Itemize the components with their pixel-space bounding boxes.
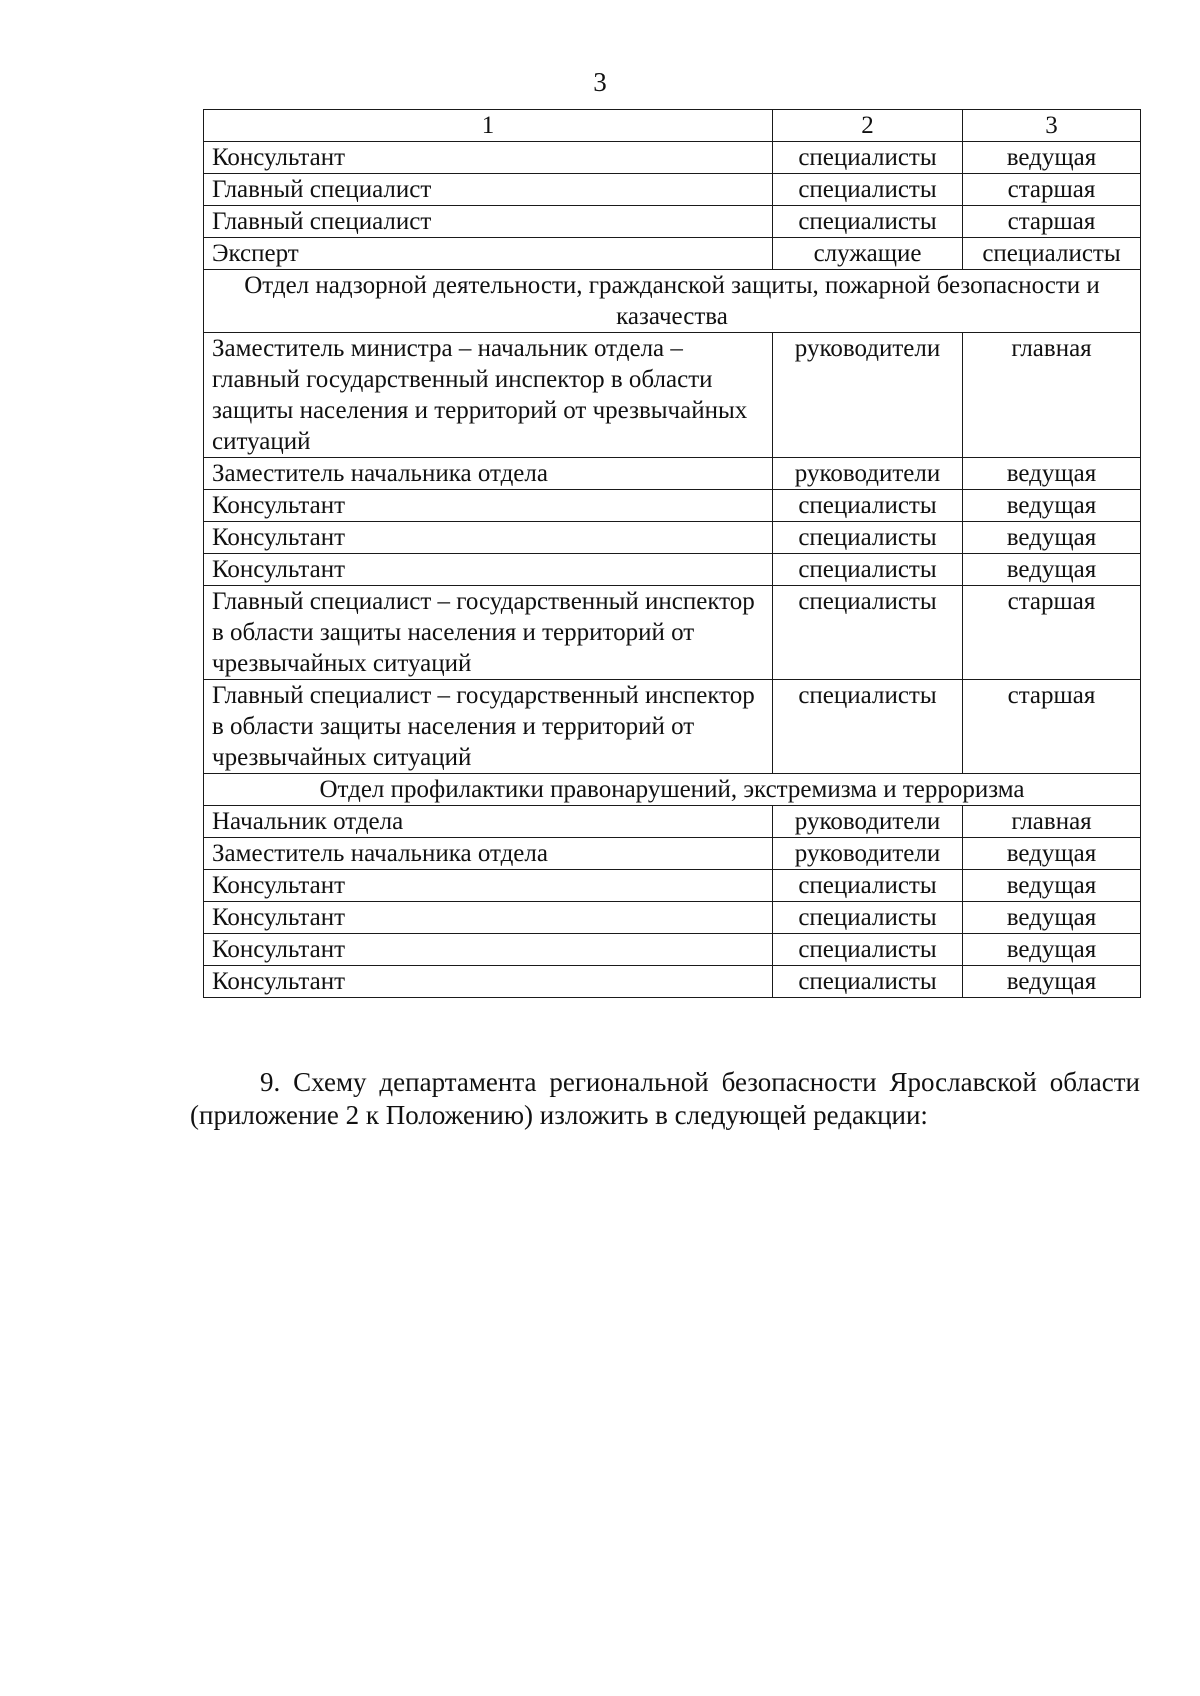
category-cell: главная <box>963 333 1141 458</box>
position-cell: Заместитель начальника отдела <box>204 458 773 490</box>
category-cell: ведущая <box>963 142 1141 174</box>
category-cell: ведущая <box>963 934 1141 966</box>
group-cell: специалисты <box>773 490 963 522</box>
group-cell: руководители <box>773 333 963 458</box>
group-cell: специалисты <box>773 934 963 966</box>
header-cell-col3: 3 <box>963 110 1141 142</box>
table-row <box>204 522 1141 554</box>
position-cell: Консультант <box>204 522 773 554</box>
position-cell: Заместитель начальника отдела <box>204 838 773 870</box>
position-cell: Главный специалист <box>204 174 773 206</box>
group-cell: служащие <box>773 238 963 270</box>
group-cell: руководители <box>773 806 963 838</box>
page-number: 3 <box>593 67 607 97</box>
position-cell: Главный специалист – государственный инспектор в области защиты населения и территорий от чрезвычайных ситуаций <box>204 680 773 774</box>
table-row <box>204 680 1141 774</box>
table-row <box>204 806 1141 838</box>
table-row <box>204 966 1141 998</box>
table-row <box>204 174 1141 206</box>
category-cell: ведущая <box>963 490 1141 522</box>
position-cell: Начальник отдела <box>204 806 773 838</box>
department-section-title: Отдел надзорной деятельности, гражданской защиты, пожарной безопасности и казачества <box>204 270 1141 333</box>
position-cell: Консультант <box>204 934 773 966</box>
paragraph-item-9: 9. Схему департамента региональной безопасности Ярославской области (приложение 2 к Положению) изложить в следующей редакции: <box>190 1067 1140 1130</box>
table-row <box>204 490 1141 522</box>
table-row <box>204 333 1141 458</box>
group-cell: специалисты <box>773 206 963 238</box>
group-cell: руководители <box>773 838 963 870</box>
group-cell: специалисты <box>773 680 963 774</box>
position-cell: Консультант <box>204 490 773 522</box>
position-cell: Консультант <box>204 966 773 998</box>
category-cell: главная <box>963 806 1141 838</box>
table-row <box>204 206 1141 238</box>
group-cell: специалисты <box>773 586 963 680</box>
group-cell: специалисты <box>773 870 963 902</box>
department-section-title: Отдел профилактики правонарушений, экстремизма и терроризма <box>204 774 1141 806</box>
section-header-row <box>204 774 1141 806</box>
group-cell: специалисты <box>773 554 963 586</box>
position-cell: Консультант <box>204 142 773 174</box>
group-cell: специалисты <box>773 966 963 998</box>
category-cell: ведущая <box>963 458 1141 490</box>
category-cell: ведущая <box>963 966 1141 998</box>
table-row <box>204 238 1141 270</box>
table-header-row <box>204 110 1141 142</box>
category-cell: старшая <box>963 206 1141 238</box>
group-cell: руководители <box>773 458 963 490</box>
group-cell: специалисты <box>773 522 963 554</box>
table-row <box>204 870 1141 902</box>
group-cell: специалисты <box>773 174 963 206</box>
group-cell: специалисты <box>773 142 963 174</box>
table-row <box>204 838 1141 870</box>
table-row <box>204 934 1141 966</box>
table-row <box>204 586 1141 680</box>
category-cell: ведущая <box>963 870 1141 902</box>
staff-positions-table <box>203 109 1141 998</box>
table-row <box>204 554 1141 586</box>
position-cell: Главный специалист <box>204 206 773 238</box>
position-cell: Консультант <box>204 554 773 586</box>
category-cell: старшая <box>963 174 1141 206</box>
table-row <box>204 458 1141 490</box>
table-row <box>204 902 1141 934</box>
category-cell: ведущая <box>963 522 1141 554</box>
category-cell: старшая <box>963 586 1141 680</box>
category-cell: специалисты <box>963 238 1141 270</box>
header-cell-col2: 2 <box>773 110 963 142</box>
category-cell: ведущая <box>963 554 1141 586</box>
category-cell: старшая <box>963 680 1141 774</box>
position-cell: Главный специалист – государственный инспектор в области защиты населения и территорий от чрезвычайных ситуаций <box>204 586 773 680</box>
position-cell: Консультант <box>204 870 773 902</box>
header-cell-col1: 1 <box>204 110 773 142</box>
position-cell: Заместитель министра – начальник отдела – главный государственный инспектор в области защиты населения и территорий от чрезвычайных ситуаций <box>204 333 773 458</box>
category-cell: ведущая <box>963 838 1141 870</box>
table-row <box>204 142 1141 174</box>
group-cell: специалисты <box>773 902 963 934</box>
position-cell: Эксперт <box>204 238 773 270</box>
section-header-row <box>204 270 1141 333</box>
position-cell: Консультант <box>204 902 773 934</box>
category-cell: ведущая <box>963 902 1141 934</box>
